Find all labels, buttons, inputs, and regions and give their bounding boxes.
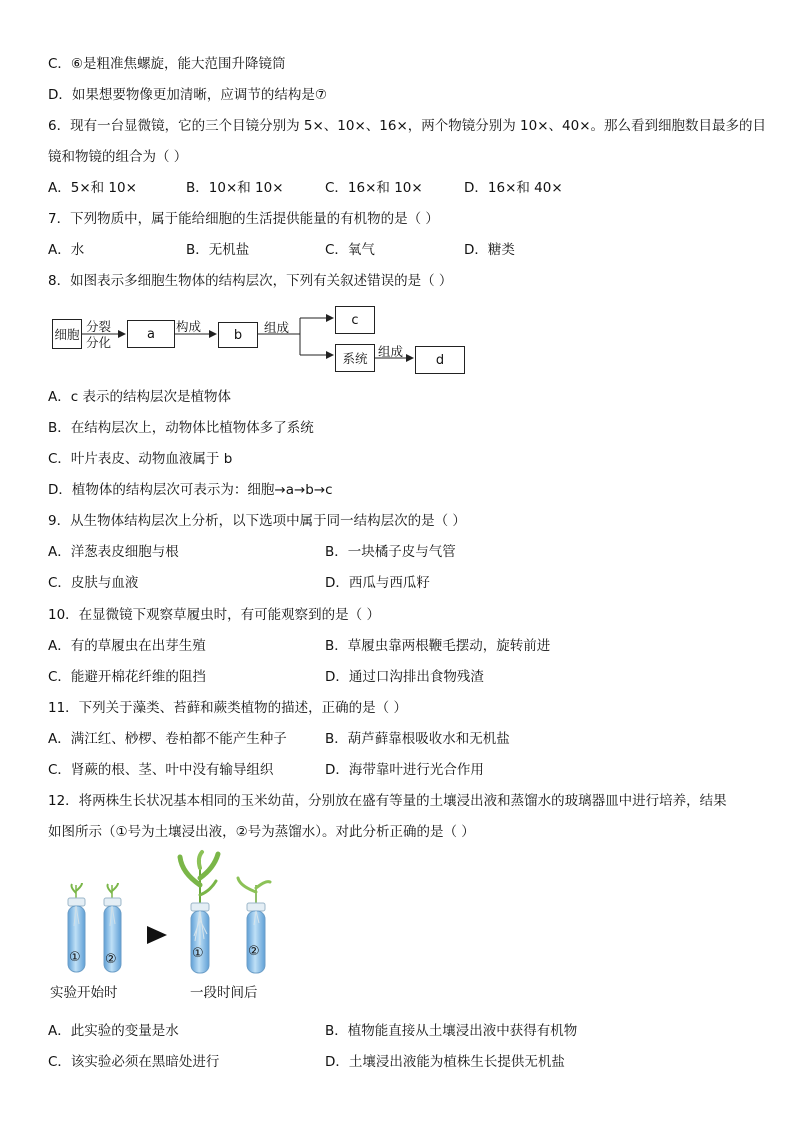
q7-option-c: C．氧气: [325, 242, 375, 258]
compose-label-1: 组成: [264, 320, 290, 335]
q9-option-a: A．洋葱表皮细胞与根: [48, 544, 179, 560]
q6-stem-line2: 镜和物镜的组合为（ ）: [48, 149, 188, 165]
constitute-label: 构成: [176, 319, 202, 334]
q11-option-d: D．海带靠叶进行光合作用: [325, 762, 484, 778]
later-tube-2-label: ②: [248, 944, 260, 959]
box-d: d: [415, 346, 465, 374]
q8-option-a: A．c 表示的结构层次是植物体: [48, 389, 231, 405]
later-tube-1-label: ①: [192, 946, 204, 961]
divide-label: 分裂: [86, 319, 112, 334]
q11-stem: 11．下列关于藻类、苔藓和蕨类植物的描述，正确的是（ ）: [48, 700, 407, 716]
q9-option-b: B．一块橘子皮与气管: [325, 544, 456, 560]
q10-option-b: B．草履虫靠两根鞭毛摆动，旋转前进: [325, 638, 551, 654]
play-arrow-icon: [147, 926, 167, 944]
q7-option-d: D．糖类: [464, 242, 515, 258]
start-caption: 实验开始时: [50, 985, 118, 1001]
q8-option-b: B．在结构层次上，动物体比植物体多了系统: [48, 420, 314, 436]
q7-option-b: B．无机盐: [186, 242, 250, 258]
q12-stem-line2: 如图所示（①号为土壤浸出液，②号为蒸馏水）。对此分析正确的是（ ）: [48, 824, 475, 840]
start-tube-2-label: ②: [105, 952, 117, 967]
q12-stem-line1: 12．将两株生长状况基本相同的玉米幼苗，分别放在盛有等量的土壤浸出液和蒸馏水的玻璃器皿中进行培养，结果: [48, 793, 727, 809]
q8-option-d: D．植物体的结构层次可表示为：细胞→a→b→c: [48, 482, 333, 498]
q10-option-c: C．能避开棉花纤维的阻挡: [48, 669, 206, 685]
q9-option-d: D．西瓜与西瓜籽: [325, 575, 430, 591]
q5-option-c: C．⑥是粗准焦螺旋，能大范围升降镜筒: [48, 56, 286, 72]
q7-stem: 7．下列物质中，属于能给细胞的生活提供能量的有机物的是（ ）: [48, 211, 439, 227]
q9-option-c: C．皮肤与血液: [48, 575, 139, 591]
box-a: a: [127, 320, 175, 348]
q6-stem-line1: 6．现有一台显微镜，它的三个目镜分别为 5×、10×、16×，两个物镜分别为 10×、40×。那么看到细胞数目最多的目: [48, 118, 767, 134]
q10-stem: 10．在显微镜下观察草履虫时，有可能观察到的是（ ）: [48, 607, 380, 623]
q12-option-c: C．该实验必须在黑暗处进行: [48, 1054, 220, 1070]
q7-option-a: A．水: [48, 242, 85, 258]
q11-option-b: B．葫芦藓靠根吸收水和无机盐: [325, 731, 510, 747]
q12-option-b: B．植物能直接从土壤浸出液中获得有机物: [325, 1023, 578, 1039]
q11-option-c: C．肾蕨的根、茎、叶中没有输导组织: [48, 762, 274, 778]
box-b: b: [218, 322, 258, 348]
q8-option-c: C．叶片表皮、动物血液属于 b: [48, 451, 233, 467]
q10-option-a: A．有的草履虫在出芽生殖: [48, 638, 206, 654]
later-caption: 一段时间后: [190, 985, 258, 1001]
q6-option-b: B．10×和 10×: [186, 180, 284, 196]
q5-option-d: D．如果想要物像更加清晰，应调节的结构是⑦: [48, 87, 327, 103]
compose-label-2: 组成: [378, 344, 404, 359]
q6-option-c: C．16×和 10×: [325, 180, 423, 196]
start-tube-1-label: ①: [69, 950, 81, 965]
system-box: 系统: [335, 344, 375, 372]
q6-option-d: D．16×和 40×: [464, 180, 563, 196]
q12-option-d: D．土壤浸出液能为植株生长提供无机盐: [325, 1054, 565, 1070]
q9-stem: 9．从生物体结构层次上分析，以下选项中属于同一结构层次的是（ ）: [48, 513, 466, 529]
box-c: c: [335, 306, 375, 334]
q6-option-a: A．5×和 10×: [48, 180, 137, 196]
q10-option-d: D．通过口沟排出食物残渣: [325, 669, 484, 685]
cell-box: 细胞: [52, 319, 82, 349]
q11-option-a: A．满江红、桫椤、卷柏都不能产生种子: [48, 731, 287, 747]
q12-option-a: A．此实验的变量是水: [48, 1023, 179, 1039]
q8-stem: 8．如图表示多细胞生物体的结构层次，下列有关叙述错误的是（ ）: [48, 273, 453, 289]
differentiate-label: 分化: [86, 335, 112, 350]
